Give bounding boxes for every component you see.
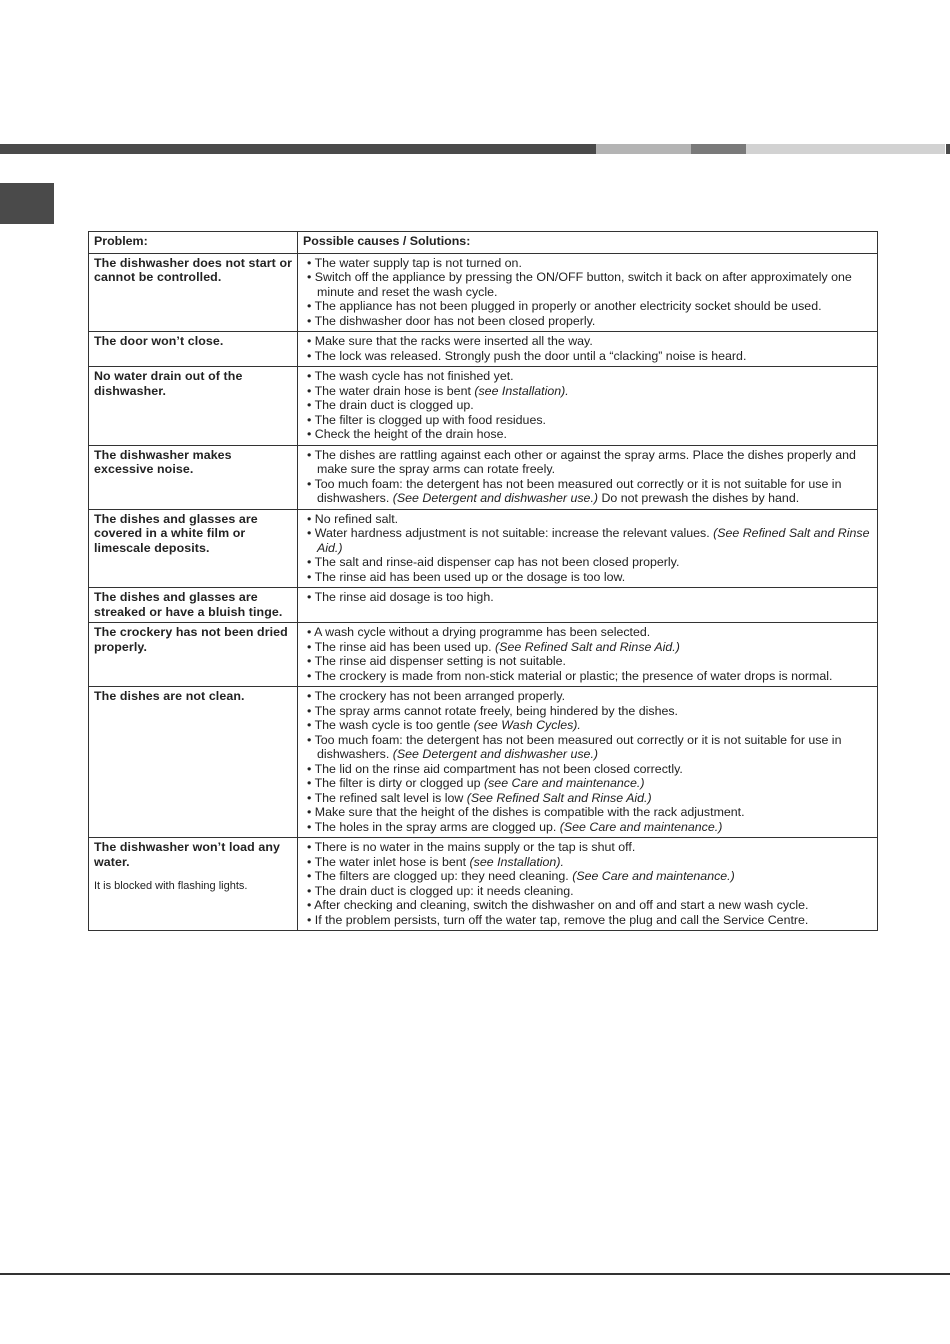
solution-text: The wash cycle is too gentle bbox=[314, 718, 474, 732]
problem-text: The dishwasher makes excessive noise. bbox=[94, 447, 232, 476]
solution-text: A wash cycle without a drying programme has been selected. bbox=[314, 625, 651, 639]
problem-cell bbox=[89, 509, 298, 588]
solution-item: • The rinse aid has been used up or the dosage is too low. bbox=[307, 569, 626, 584]
problem-cell bbox=[89, 332, 298, 367]
solution-item: • The lock was released. Strongly push the door until a “clacking” noise is heard. bbox=[307, 348, 747, 363]
solution-text: The rinse aid has been used up. bbox=[314, 639, 496, 654]
solution-item: • The rinse aid has been used up. (See Refined Salt and Rinse Aid.) bbox=[307, 639, 680, 654]
solutions-cell bbox=[298, 838, 878, 931]
manual-section-reference: (See Refined Salt and Rinse Aid.) bbox=[495, 639, 680, 654]
solution-text: The crockery is made from non-stick material or plastic; the presence of water drops is normal. bbox=[314, 668, 833, 683]
solution-text: The dishes are rattling against each other or against the spray arms. Place the dishes properly and make sure the spray arms can rotate freely. bbox=[314, 447, 856, 476]
solution-text: The filters are clogged up: they need cleaning. bbox=[314, 869, 573, 883]
manual-section-reference: (see Installation). bbox=[474, 383, 569, 398]
solution-item: • The wash cycle is too gentle (see Wash Cycles). bbox=[307, 718, 581, 732]
solution-text: Check the height of the drain hose. bbox=[314, 427, 507, 441]
solution-item: • The spray arms cannot rotate freely, being hindered by the dishes. bbox=[307, 703, 678, 718]
table-row bbox=[89, 588, 878, 623]
table-row bbox=[89, 509, 878, 588]
solutions-list bbox=[303, 334, 873, 363]
solution-item: • The water inlet hose is bent (see Installation). bbox=[307, 854, 564, 869]
solutions-cell bbox=[298, 588, 878, 623]
problem-cell bbox=[89, 588, 298, 623]
solution-item: • The lid on the rinse aid compartment has not been closed correctly. bbox=[307, 761, 683, 776]
solutions-list bbox=[303, 512, 873, 585]
solution-text: Switch off the appliance by pressing the ON/OFF button, switch it back on after approximately one minute and reset the wash cycle. bbox=[314, 270, 852, 299]
solution-text: Make sure that the racks were inserted all the way. bbox=[314, 334, 593, 348]
solutions-cell bbox=[298, 509, 878, 588]
solutions-cell bbox=[298, 332, 878, 367]
problem-text: The dishes and glasses are streaked or have a bluish tinge. bbox=[94, 590, 283, 619]
solution-text: The wash cycle has not finished yet. bbox=[314, 369, 514, 383]
footer-rule bbox=[0, 1273, 950, 1275]
table-row bbox=[89, 445, 878, 509]
header-bar-segment-light bbox=[596, 144, 691, 154]
problem-cell bbox=[89, 367, 298, 446]
solution-item: • A wash cycle without a drying programme has been selected. bbox=[307, 625, 651, 639]
table-row bbox=[89, 332, 878, 367]
problem-text: The dishwasher does not start or cannot be controlled. bbox=[94, 255, 293, 284]
problem-cell bbox=[89, 687, 298, 838]
solution-item: • The rinse aid dispenser setting is not suitable. bbox=[307, 654, 566, 668]
solutions-cell bbox=[298, 367, 878, 446]
solution-item: • The crockery has not been arranged properly. bbox=[307, 689, 566, 703]
solutions-list bbox=[303, 369, 873, 442]
manual-section-reference: (See Detergent and dishwasher use.) bbox=[392, 747, 599, 761]
table-row bbox=[89, 623, 878, 687]
table-header-row bbox=[89, 232, 878, 254]
table-body bbox=[89, 253, 878, 931]
header-bar-segment-mid bbox=[691, 144, 746, 154]
header-color-bar bbox=[0, 144, 950, 154]
solution-text: The filter is clogged up with food residues. bbox=[314, 412, 546, 427]
solution-item: • Make sure that the racks were inserted all the way. bbox=[307, 334, 593, 348]
solutions-list bbox=[303, 689, 873, 834]
solutions-cell bbox=[298, 445, 878, 509]
problem-text: No water drain out of the dishwasher. bbox=[94, 369, 243, 398]
problem-cell bbox=[89, 838, 298, 931]
solution-text: The appliance has not been plugged in properly or another electricity socket should be used. bbox=[314, 299, 822, 313]
solution-text: If the problem persists, turn off the water tap, remove the plug and call the Service Centre. bbox=[314, 912, 809, 927]
problem-text: The dishwasher won’t load any water. bbox=[94, 840, 281, 869]
header-bar-segment-pale bbox=[746, 144, 945, 154]
solution-text: No refined salt. bbox=[314, 511, 399, 526]
problem-cell bbox=[89, 445, 298, 509]
solutions-list bbox=[303, 256, 873, 329]
solution-item: • Water hardness adjustment is not suitable: increase the relevant values. (See Refined Salt and Rinse Aid.) bbox=[307, 526, 870, 555]
solution-text: The water drain hose is bent bbox=[314, 383, 475, 398]
solutions-list bbox=[303, 590, 873, 605]
solution-item: • The water drain hose is bent (see Installation). bbox=[307, 383, 569, 398]
solutions-cell bbox=[298, 687, 878, 838]
solution-text: The drain duct is clogged up: it needs cleaning. bbox=[314, 883, 574, 898]
manual-section-reference: (see Wash Cycles). bbox=[473, 718, 581, 732]
problem-cell bbox=[89, 253, 298, 332]
solution-text: After checking and cleaning, switch the dishwasher on and off and start a new wash cycle. bbox=[314, 898, 809, 912]
solution-text: The water inlet hose is bent bbox=[314, 854, 470, 869]
troubleshooting-table bbox=[88, 231, 878, 931]
solution-item: • Make sure that the height of the dishes is compatible with the rack adjustment. bbox=[307, 805, 745, 819]
solution-item: • No refined salt. bbox=[307, 511, 399, 526]
manual-section-reference: (see Care and maintenance.) bbox=[483, 776, 645, 790]
solution-text: The lock was released. Strongly push the door until a “clacking” noise is heard. bbox=[314, 348, 747, 363]
manual-section-reference: (See Refined Salt and Rinse Aid.) bbox=[466, 790, 652, 805]
problem-text: The door won’t close. bbox=[94, 334, 224, 348]
manual-section-reference: (See Refined Salt and Rinse Aid.) bbox=[317, 526, 870, 555]
solution-item: • The dishes are rattling against each other or against the spray arms. Place the dishes properly and make sure the spray arms can rotate freely. bbox=[307, 447, 856, 476]
solution-item: • Too much foam: the detergent has not been measured out correctly or it is not suitable for use in dishwashers. (See Detergent and dishwasher use.) Do not prewash the dishes by hand. bbox=[307, 476, 842, 505]
solutions-list bbox=[303, 840, 873, 927]
solution-item: • The wash cycle has not finished yet. bbox=[307, 369, 514, 383]
manual-section-reference: (see Installation). bbox=[469, 854, 564, 869]
solution-text: The crockery has not been arranged properly. bbox=[314, 689, 566, 703]
problem-cell bbox=[89, 623, 298, 687]
solution-text: Make sure that the height of the dishes is compatible with the rack adjustment. bbox=[314, 805, 745, 819]
problem-text: The dishes are not clean. bbox=[94, 689, 245, 703]
manual-section-reference: (See Care and maintenance.) bbox=[572, 869, 735, 883]
solution-item: • There is no water in the mains supply or the tap is shut off. bbox=[307, 840, 636, 854]
solution-text: The rinse aid dispenser setting is not suitable. bbox=[314, 654, 566, 668]
problem-note: It is blocked with flashing lights. bbox=[94, 880, 248, 892]
solution-item: • The refined salt level is low (See Refined Salt and Rinse Aid.) bbox=[307, 790, 652, 805]
solution-text: The filter is dirty or clogged up bbox=[314, 776, 484, 790]
solutions-cell bbox=[298, 253, 878, 332]
solution-item: • The salt and rinse-aid dispenser cap has not been closed properly. bbox=[307, 555, 680, 569]
solution-text: Too much foam: the detergent has not been measured out correctly or it is not suitable for use in dishwashers. bbox=[314, 476, 842, 505]
solution-item: • The appliance has not been plugged in properly or another electricity socket should be used. bbox=[307, 299, 822, 313]
solution-item: • The rinse aid dosage is too high. bbox=[307, 590, 494, 604]
solution-item: • Too much foam: the detergent has not been measured out correctly or it is not suitable for use in dishwashers. (See Detergent and dishwasher use.) bbox=[307, 732, 842, 761]
solution-text: The drain duct is clogged up. bbox=[314, 398, 474, 412]
solution-text: The salt and rinse-aid dispenser cap has not been closed properly. bbox=[314, 555, 680, 569]
table-row bbox=[89, 253, 878, 332]
solution-text: The water supply tap is not turned on. bbox=[314, 255, 522, 270]
manual-section-reference: (See Detergent and dishwasher use.) bbox=[392, 491, 599, 505]
header-bar-segment-end bbox=[946, 144, 950, 154]
solution-item: • Switch off the appliance by pressing the ON/OFF button, switch it back on after approximately one minute and reset the wash cycle. bbox=[307, 270, 852, 299]
header-bar-segment-dark bbox=[0, 144, 596, 154]
solution-item: • If the problem persists, turn off the water tap, remove the plug and call the Service Centre. bbox=[307, 912, 809, 927]
solution-text: Water hardness adjustment is not suitable: increase the relevant values. bbox=[314, 526, 714, 540]
problem-column-header: Problem: bbox=[89, 232, 298, 254]
solution-text: The spray arms cannot rotate freely, being hindered by the dishes. bbox=[314, 703, 678, 718]
problem-text: The dishes and glasses are covered in a white film or limescale deposits. bbox=[94, 511, 258, 555]
solution-text: The lid on the rinse aid compartment has not been closed correctly. bbox=[314, 761, 683, 776]
solution-text: Too much foam: the detergent has not been measured out correctly or it is not suitable for use in dishwashers. bbox=[314, 732, 842, 761]
solution-item: • The filters are clogged up: they need cleaning. (See Care and maintenance.) bbox=[307, 869, 735, 883]
solution-item: • The filter is dirty or clogged up (see Care and maintenance.) bbox=[307, 776, 645, 790]
table-row bbox=[89, 687, 878, 838]
solution-item: • Check the height of the drain hose. bbox=[307, 427, 507, 441]
solution-item: • The dishwasher door has not been closed properly. bbox=[307, 313, 596, 328]
solution-text: The rinse aid dosage is too high. bbox=[314, 590, 494, 604]
manual-section-reference: (See Care and maintenance.) bbox=[559, 819, 723, 834]
solutions-list bbox=[303, 448, 873, 506]
solution-item: • The holes in the spray arms are clogged up. (See Care and maintenance.) bbox=[307, 819, 723, 834]
solution-text: The rinse aid has been used up or the dosage is too low. bbox=[314, 569, 626, 584]
solution-text-continued: Do not prewash the dishes by hand. bbox=[598, 491, 800, 505]
table-row bbox=[89, 367, 878, 446]
solution-item: • The water supply tap is not turned on. bbox=[307, 255, 522, 270]
solution-text: The holes in the spray arms are clogged up. bbox=[314, 819, 560, 834]
solution-item: • The drain duct is clogged up: it needs cleaning. bbox=[307, 883, 574, 898]
solution-item: • The drain duct is clogged up. bbox=[307, 398, 474, 412]
solutions-cell bbox=[298, 623, 878, 687]
solutions-column-header: Possible causes / Solutions: bbox=[298, 232, 878, 254]
problem-text: The crockery has not been dried properly. bbox=[94, 625, 288, 654]
solution-item: • The filter is clogged up with food residues. bbox=[307, 412, 546, 427]
solution-item: • After checking and cleaning, switch the dishwasher on and off and start a new wash cycle. bbox=[307, 898, 809, 912]
table-row bbox=[89, 838, 878, 931]
solutions-list bbox=[303, 625, 873, 683]
language-side-tab bbox=[0, 183, 54, 224]
solution-text: There is no water in the mains supply or the tap is shut off. bbox=[314, 840, 636, 854]
solution-text: The refined salt level is low bbox=[314, 790, 467, 805]
solution-item: • The crockery is made from non-stick material or plastic; the presence of water drops is normal. bbox=[307, 668, 833, 683]
solution-text: The dishwasher door has not been closed properly. bbox=[314, 313, 596, 328]
